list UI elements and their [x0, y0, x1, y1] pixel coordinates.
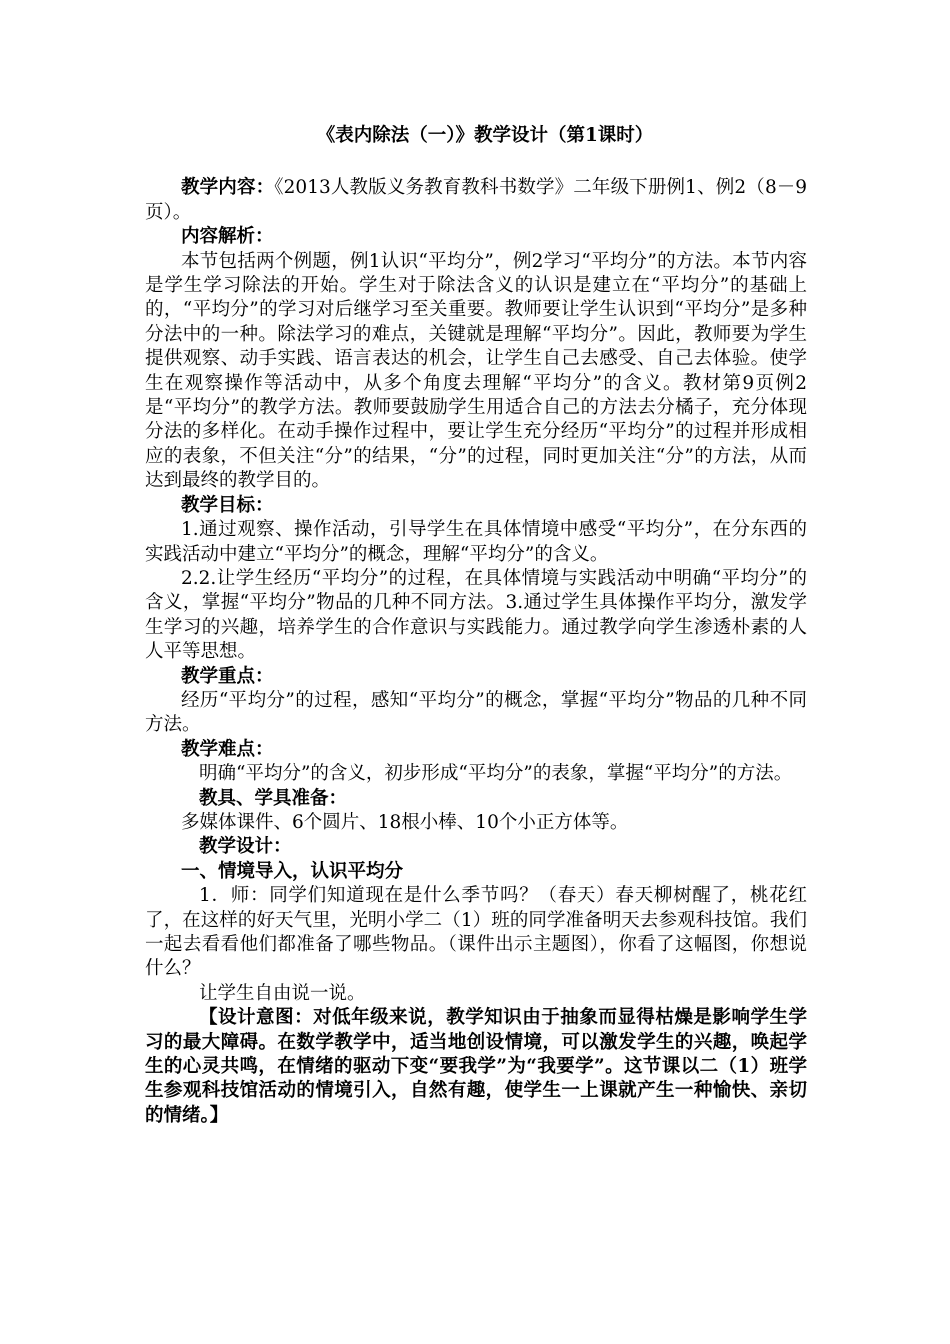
content-analysis-text: 本节包括两个例题，例1认识“平均分”，例2学习“平均分”的方法。本节内容是学生学习除法的开始。学生对于除法含义的认识是建立在“平均分”的基础上的，“平均分”的学习对后继学习至关重要。教师要让学生认识到“平均分”是多种分法中的一种。除法学习的难点，关键就是理解“平均分”。因此，教师要为学生提供观察、动手实践、语言表达的机会，让学生自己去感受、自己去体验。使学生在观察操作等活动中，从多个角度去理解“平均分”的含义。教材第9页例2是“平均分”的教学方法。教师要鼓励学生用适合自己的方法去分橘子，充分体现分法的多样化。在动手操作过程中，要让学生充分经历“平均分”的过程并形成相应的表象，不但关注“分”的结果，“分”的过程，同时更加关注“分”的方法，从而达到最终的教学目的。: [145, 250, 807, 492]
tools-text: 多媒体课件、6个圆片、18根小棒、10个小正方体等。: [181, 811, 629, 833]
content-analysis-heading: 内容解析：: [181, 226, 274, 248]
design-heading: 教学设计：: [199, 836, 292, 858]
teaching-content-text: 《2013人教版义务教育教科书数学》二年级下册例1、例2（8－9页）。: [145, 177, 807, 223]
difficulty-heading: 教学难点：: [181, 738, 274, 760]
free-talk-text: 让学生自由说一说。: [199, 982, 366, 1004]
tools-heading: 教具、学具准备：: [199, 787, 348, 809]
document-body: [145, 124, 807, 1128]
page-title: 《表内除法（一）》教学设计（第1课时）: [316, 125, 654, 146]
goal-1: 1.通过观察、操作活动，引导学生在具体情境中感受“平均分”，在分东西的实践活动中建立“平均分”的概念，理解“平均分”的含义。: [145, 519, 807, 565]
section-1-heading: 一、情境导入，认识平均分: [181, 860, 404, 882]
goal-2: 2.2.让学生经历“平均分”的过程，在具体情境与实践活动中明确“平均分”的含义，掌握“平均分”物品的几种不同方法。3.通过学生具体操作平均分，激发学生学习的兴趣，培养学生的合作意识与实践能力。通过教学向学生渗透朴素的人人平等思想。: [145, 567, 807, 663]
difficulty-text: 明确“平均分”的含义，初步形成“平均分”的表象，掌握“平均分”的方法。: [199, 763, 793, 785]
teaching-goals-heading: 教学目标：: [181, 494, 274, 516]
step-1-text: 1．师：同学们知道现在是什么季节吗？（春天）春天柳树醒了，桃花红了，在这样的好天气里，光明小学二（1）班的同学准备明天去参观科技馆。我们一起去看看他们都准备了哪些物品。（课件出示主题图），你看了这幅图，你想说什么？: [145, 885, 807, 980]
teaching-content-label: 教学内容：: [181, 177, 275, 199]
key-points-text: 经历“平均分”的过程，感知“平均分”的概念，掌握“平均分”物品的几种不同方法。: [145, 689, 807, 736]
key-points-heading: 教学重点：: [181, 665, 274, 687]
design-intent: 【设计意图：对低年级来说，教学知识由于抽象而显得枯燥是影响学生学习的最大障碍。在数学教学中，适当地创设情境，可以激发学生的兴趣，唤起学生的心灵共鸣，在情绪的驱动下变“要我学”为“我要学”。这节课以二（1）班学生参观科技馆活动的情境引入，自然有趣，使学生一上课就产生一种愉快、亲切的情绪。】: [145, 1007, 807, 1126]
teaching-content: [145, 176, 807, 225]
